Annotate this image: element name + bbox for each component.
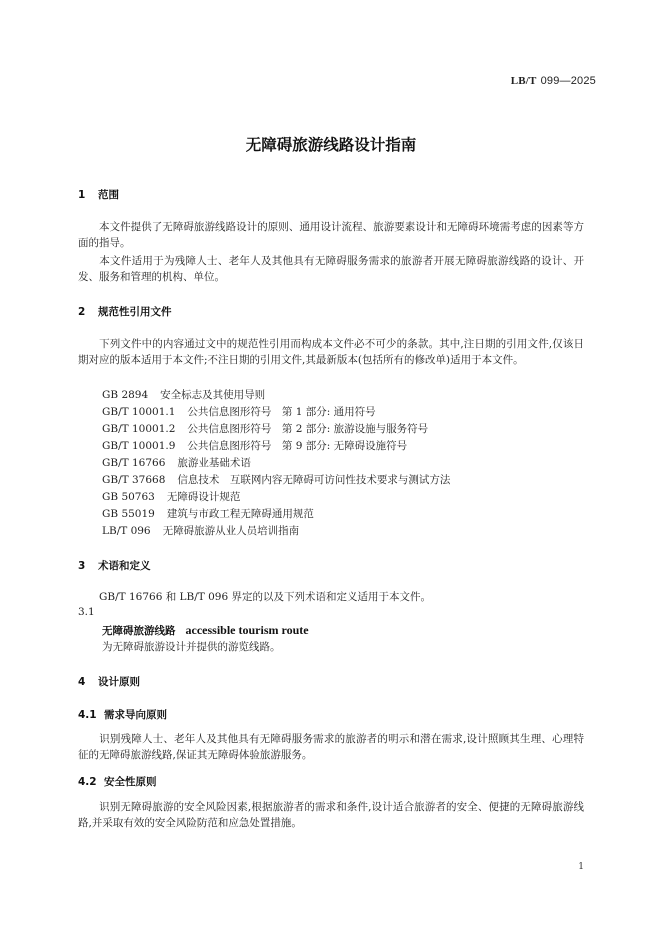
reference-code: GB/T 16766 <box>102 457 166 469</box>
reference-name: 安全标志及其使用导则 <box>160 389 266 401</box>
standard-code <box>511 75 596 87</box>
reference-name: 信息技术 互联网内容无障碍可访问性技术要求与测试方法 <box>177 474 451 486</box>
section-4-title: 设计原则 <box>98 676 140 688</box>
reference-item <box>102 387 265 402</box>
reference-name: 无障碍旅游从业人员培训指南 <box>162 525 300 537</box>
term-heading <box>102 623 309 638</box>
reference-item <box>102 472 450 487</box>
reference-name: 公共信息图形符号 第 2 部分: 旅游设施与服务符号 <box>187 423 429 435</box>
section-4-1-title: 需求导向原则 <box>104 709 167 721</box>
section-4-heading <box>78 674 140 689</box>
reference-name: 无障碍设计规范 <box>166 491 241 503</box>
reference-item <box>102 455 251 470</box>
standard-prefix: LB/T <box>510 75 537 87</box>
section-2-paragraph-1 <box>78 336 584 368</box>
section-1-heading <box>78 187 119 202</box>
reference-code: GB/T 10001.1 <box>102 406 176 418</box>
section-1-paragraph-2 <box>78 253 584 285</box>
section-1-paragraph-1-text: 本文件提供了无障碍旅游线路设计的原则、通用设计流程、旅游要素设计和无障碍环境需考虑的因素等方面的指导。 <box>78 221 584 249</box>
section-4-1-paragraph <box>78 731 584 763</box>
section-4-1-heading <box>78 707 167 722</box>
reference-code: LB/T 096 <box>102 525 151 537</box>
section-1-title: 范围 <box>98 189 119 201</box>
reference-code: GB 50763 <box>102 491 155 503</box>
term-chinese: 无障碍旅游线路 <box>102 625 176 637</box>
section-4-number: 4 <box>78 676 86 688</box>
section-4-2-heading <box>78 774 157 789</box>
section-1-paragraph-2-text: 本文件适用于为残障人士、老年人及其他具有无障碍服务需求的旅游者开展无障碍旅游线路的设计、开发、服务和管理的机构、单位。 <box>78 255 584 283</box>
section-4-2-paragraph <box>78 799 584 831</box>
section-4-2-number: 4.2 <box>78 776 97 788</box>
reference-item <box>102 421 428 436</box>
section-4-1-paragraph-text: 识别残障人士、老年人及其他具有无障碍服务需求的旅游者的明示和潜在需求,设计照顾其生理、心理特征的无障碍旅游线路,保证其无障碍体验旅游服务。 <box>78 733 584 761</box>
reference-name: 建筑与市政工程无障碍通用规范 <box>166 508 314 520</box>
section-2-title: 规范性引用文件 <box>98 306 172 318</box>
reference-code: GB 55019 <box>102 508 155 520</box>
section-4-1-number: 4.1 <box>78 709 97 721</box>
reference-code: GB/T 37668 <box>102 474 166 486</box>
section-2-heading <box>78 304 172 319</box>
section-2-paragraph-1-text: 下列文件中的内容通过文中的规范性引用而构成本文件必不可少的条款。其中,注日期的引用文件,仅该日期对应的版本适用于本文件;不注日期的引用文件,其最新版本(包括所有的修改单)适用于本文件。 <box>78 338 584 366</box>
reference-name: 公共信息图形符号 第 9 部分: 无障碍设施符号 <box>187 440 408 452</box>
reference-name: 旅游业基础术语 <box>177 457 251 469</box>
section-1-number: 1 <box>78 189 86 201</box>
section-3-heading <box>78 558 151 573</box>
term-number: 3.1 <box>78 606 95 618</box>
reference-code: GB/T 10001.9 <box>102 440 176 452</box>
reference-item <box>102 438 407 453</box>
term-definition: 为无障碍旅游设计并提供的游览线路。 <box>102 641 281 653</box>
section-3-number: 3 <box>78 560 86 572</box>
reference-item <box>102 489 240 504</box>
page-number: 1 <box>578 862 584 872</box>
reference-code: GB/T 10001.2 <box>102 423 176 435</box>
reference-code: GB 2894 <box>102 389 149 401</box>
reference-item <box>102 523 299 538</box>
term-english: accessible tourism route <box>185 623 309 637</box>
reference-name: 公共信息图形符号 第 1 部分: 通用符号 <box>187 406 376 418</box>
section-4-2-title: 安全性原则 <box>104 776 157 788</box>
section-4-2-paragraph-text: 识别无障碍旅游的安全风险因素,根据旅游者的需求和条件,设计适合旅游者的安全、便捷的无障碍旅游线路,并采取有效的安全风险防范和应急处置措施。 <box>78 801 584 829</box>
section-3-paragraph-1-text: GB/T 16766 和 LB/T 096 界定的以及下列术语和定义适用于本文件。 <box>99 591 432 603</box>
section-3-title: 术语和定义 <box>98 560 151 572</box>
section-1-paragraph-1 <box>78 219 584 251</box>
reference-item <box>102 404 376 419</box>
standard-number: 099—2025 <box>540 75 596 87</box>
document-title: 无障碍旅游线路设计指南 <box>245 136 417 154</box>
section-2-number: 2 <box>78 306 86 318</box>
section-3-paragraph-1 <box>78 589 584 605</box>
reference-item <box>102 506 314 521</box>
